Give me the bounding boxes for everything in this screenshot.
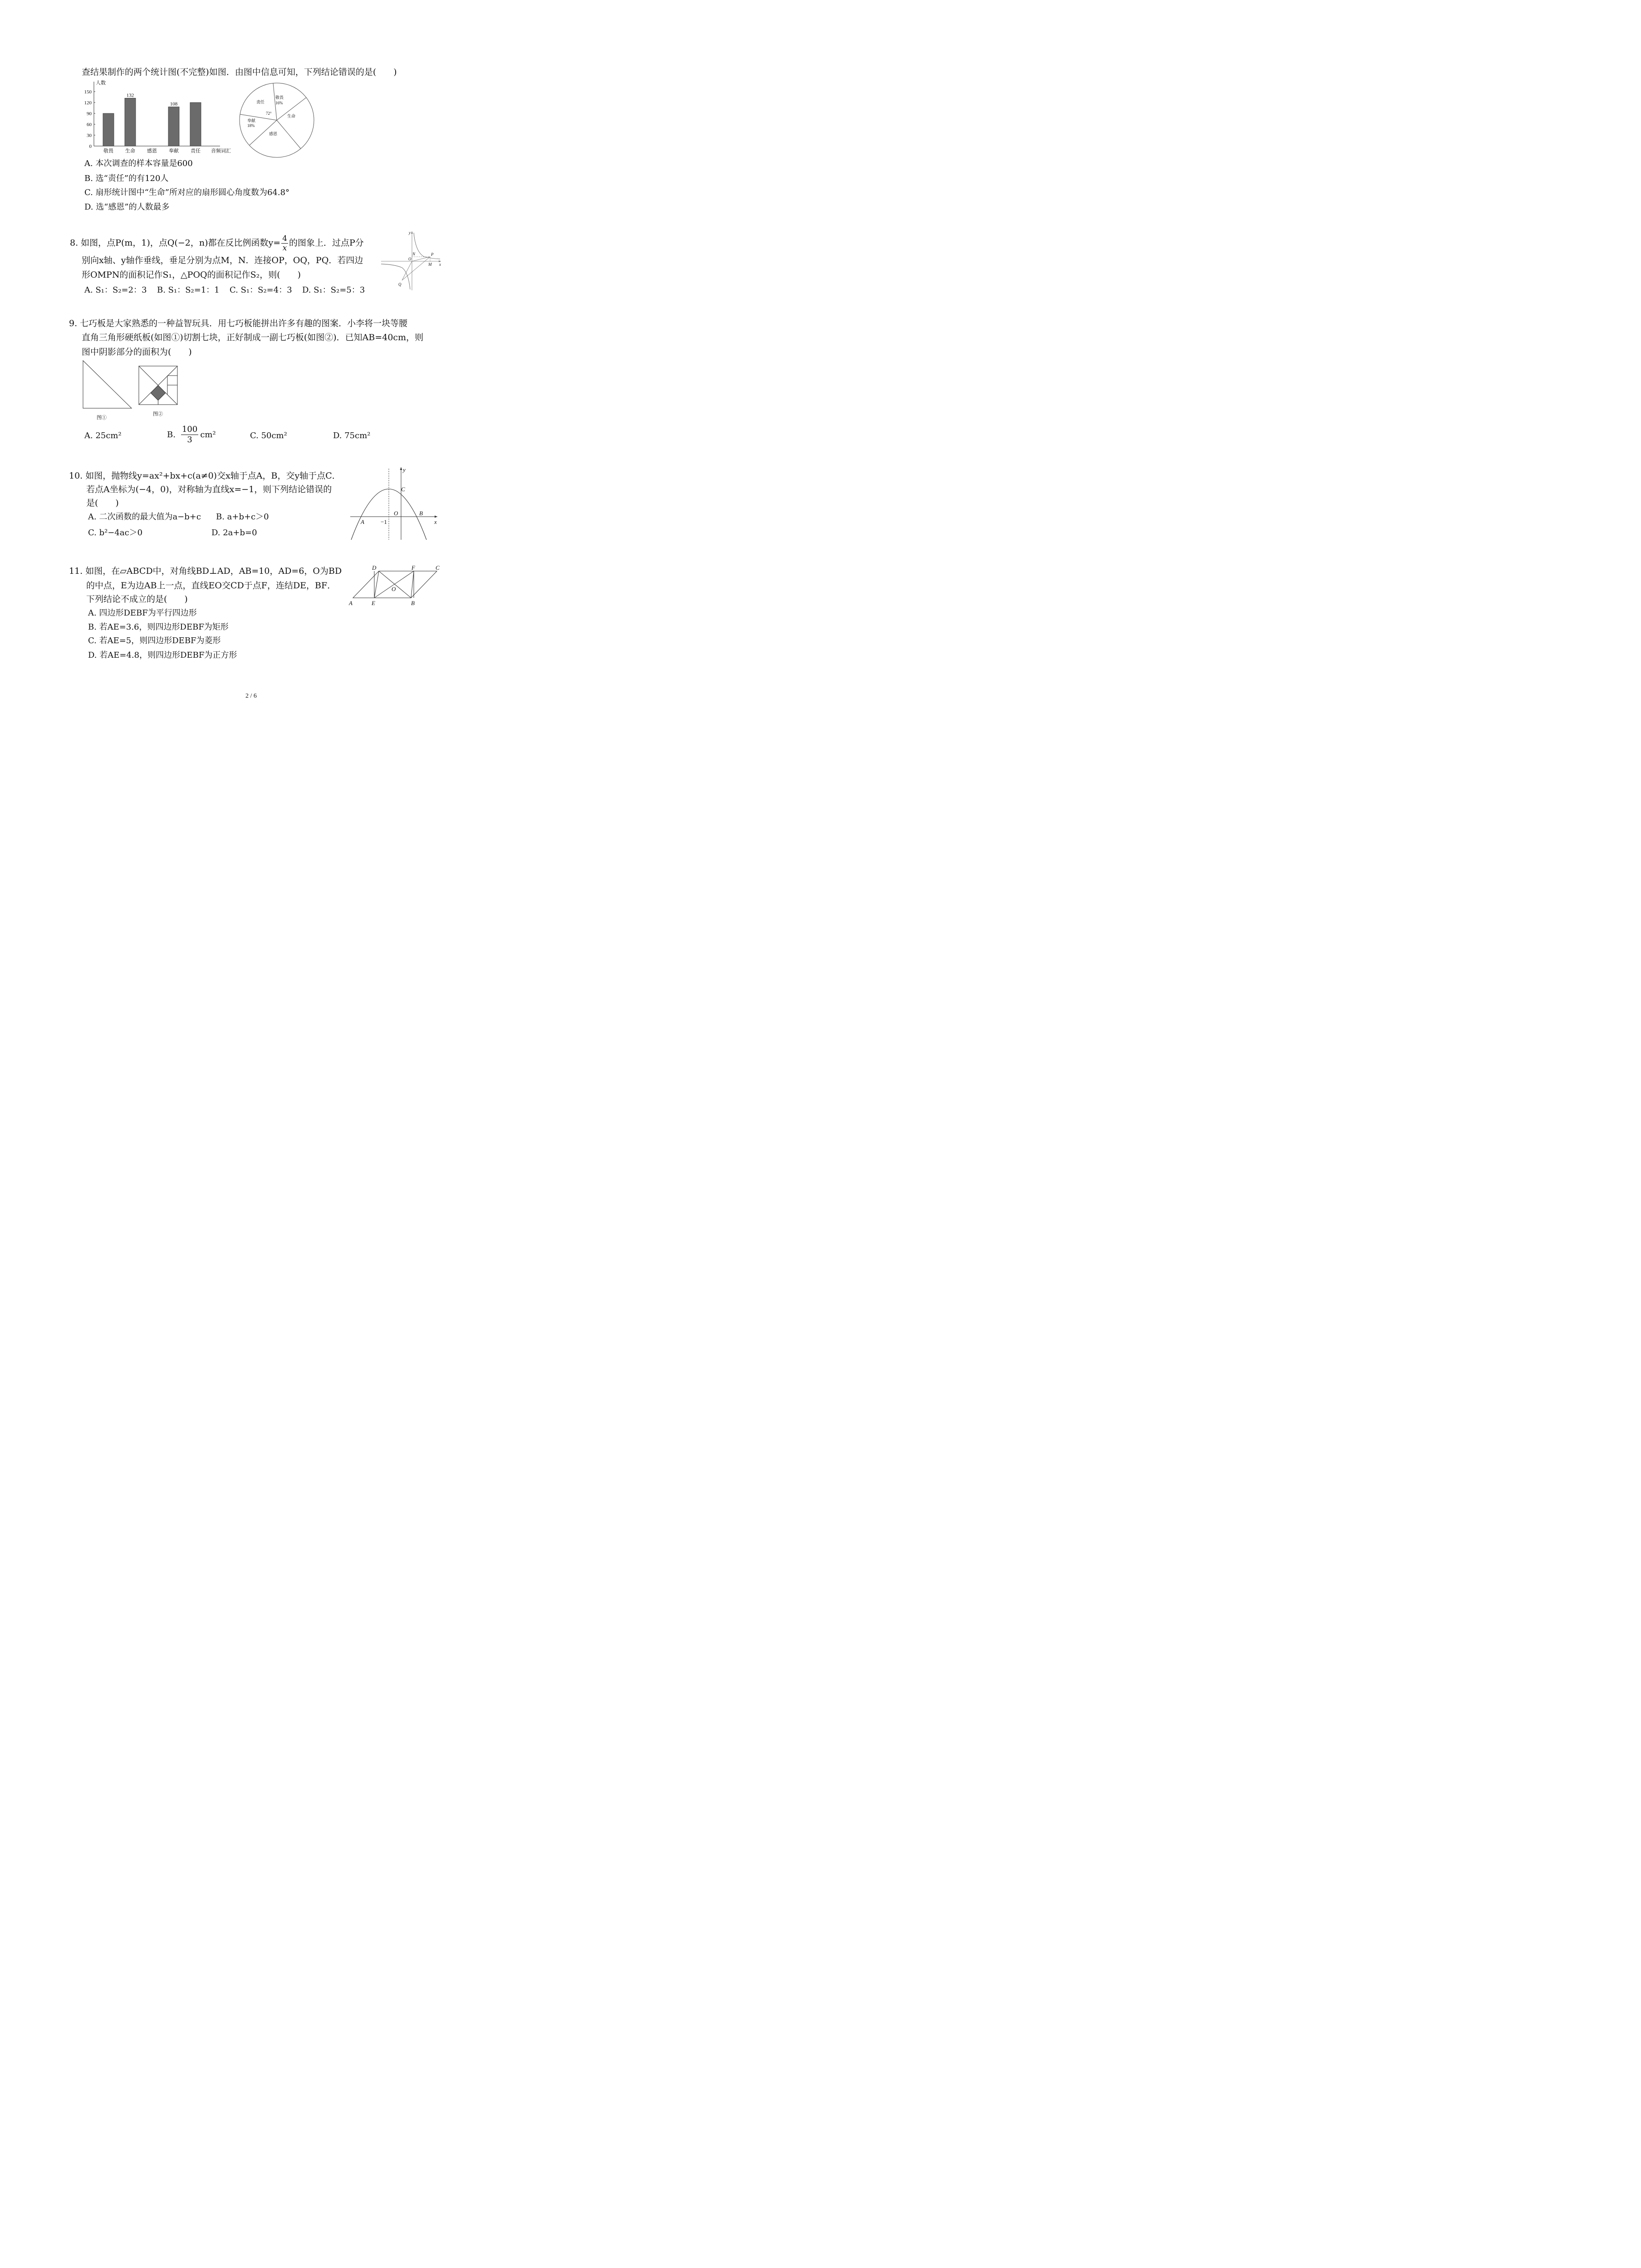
q9-option-b-fraction [181, 425, 198, 445]
bar-y-tick-label: 60 [87, 122, 92, 127]
q8-label-q: Q [398, 282, 402, 287]
q8-option-d[interactable]: D. S₁：S₂=5：3 [302, 285, 365, 295]
pie-label-shengming: 生命 [287, 114, 296, 118]
q11-option-c[interactable]: C. 若AE=5，则四边形DEBF为菱形 [88, 636, 221, 645]
bar-1 [125, 98, 136, 146]
q8-label-p: P [431, 252, 434, 257]
q10-line3: 是( ) [86, 498, 119, 508]
bar-y-tick-label: 30 [87, 133, 92, 138]
bar-y-tick-label: 150 [84, 89, 92, 95]
q11-option-a[interactable]: A. 四边形DEBF为平行四边形 [88, 608, 197, 618]
q8-figure [381, 230, 445, 292]
q8-line1 [70, 234, 364, 253]
q9-option-b-num: 100 [181, 425, 198, 434]
q11-label-f: F [411, 564, 415, 571]
q10-label-c: C [401, 486, 405, 493]
q8-line1-text: 8. 如图，点P(m，1)，点Q(−2，n)都在反比例函数y= [70, 238, 281, 248]
q7-stem: 查结果制作的两个统计图(不完整)如图．由图中信息可知，下列结论错误的是( ) [82, 67, 397, 77]
bar-y-tick-label: 120 [84, 100, 92, 106]
q11-line3: 下列结论不成立的是( ) [86, 594, 188, 604]
pie-label-ganen: 感恩 [269, 132, 278, 136]
q10-option-b[interactable]: B. a+b+c＞0 [216, 512, 269, 522]
q11-option-d[interactable]: D. 若AE=4.8，则四边形DEBF为正方形 [88, 650, 237, 660]
bar-y-tick-label: 90 [87, 111, 92, 117]
q7-option-c[interactable]: C. 扇形统计图中“生命”所对应的扇形圆心角度数为64.8° [84, 188, 290, 197]
q11-label-d: D [372, 564, 377, 571]
q10-line2: 若点A坐标为(−4，0)，对称轴为直线x=−1，则下列结论错误的 [86, 484, 332, 494]
q9-fig1-caption: 图① [97, 415, 107, 420]
bar-y-label: 人数 [96, 80, 106, 86]
pie-label-fengxian: 奉献 [247, 118, 256, 123]
q9-option-b-prefix: B. [167, 430, 176, 440]
bar-category-label: 感恩 [147, 148, 157, 154]
q9-line3: 图中阴影部分的面积为( ) [82, 347, 192, 357]
bar-category-label: 敬畏 [103, 148, 113, 154]
bar-category-label: 生命 [125, 148, 135, 154]
q8-option-a[interactable]: A. S₁：S₂=2：3 [84, 285, 147, 295]
pie-label-jingwei: 敬畏 [275, 95, 284, 100]
q8-label-y: y [409, 230, 411, 235]
bar-4 [190, 103, 201, 146]
q7-option-a[interactable]: A. 本次调查的样本容量是600 [84, 159, 193, 168]
q9-option-b-den: 3 [187, 435, 192, 445]
q11-option-b[interactable]: B. 若AE=3.6，则四边形DEBF为矩形 [88, 622, 229, 632]
bar-category-label: 奉献 [169, 148, 179, 154]
q8-label-m: M [428, 262, 432, 267]
q10-option-a[interactable]: A. 二次函数的最大值为a−b+c [88, 512, 201, 522]
q11-label-c: C [436, 564, 440, 571]
q11-label-o: O [392, 586, 396, 592]
q11-label-a: A [349, 600, 353, 606]
pie-angle-label: 72° [266, 111, 272, 116]
bar-x-label: 音频词汇 [211, 148, 231, 154]
q9-option-c[interactable]: C. 50cm² [250, 431, 287, 440]
q10-label-y: y [403, 466, 406, 473]
q10-option-c[interactable]: C. b²−4ac＞0 [88, 528, 143, 538]
bar-category-label: 责任 [191, 148, 201, 154]
q9-line1: 9. 七巧板是大家熟悉的一种益智玩具．用七巧板能拼出许多有趣的图案．小李将一块等腰 [69, 318, 408, 328]
q8-line2: 别向x轴、y轴作垂线，垂足分别为点M，N．连接OP，OQ，PQ．若四边 [82, 255, 363, 265]
bar-y-tick-label: 0 [89, 144, 92, 149]
q8-label-o: O [408, 257, 411, 261]
q7-bar-chart [79, 78, 234, 157]
q9-figure-1 [82, 359, 136, 427]
q10-figure [350, 466, 441, 541]
q11-figure [348, 565, 443, 608]
q8-frac-num: 4 [282, 234, 288, 243]
q11-label-b: B [411, 600, 415, 606]
q10-option-d[interactable]: D. 2a+b=0 [211, 528, 257, 538]
q10-label-x: x [434, 518, 437, 525]
q10-label-o: O [394, 510, 398, 517]
q11-line2: 的中点，E为边AB上一点，直线EO交CD于点F，连结DE，BF． [86, 581, 336, 591]
q7-option-b[interactable]: B. 选“责任”的有120人 [84, 174, 169, 183]
q10-label-b: B [419, 510, 423, 517]
q9-fig2-caption: 图② [153, 411, 163, 417]
q8-frac-den: x [282, 244, 287, 253]
page-number: 2 / 6 [245, 693, 257, 699]
q9-option-a[interactable]: A. 25cm² [84, 431, 122, 440]
q11-label-e: E [372, 600, 375, 606]
q7-pie-chart [238, 82, 315, 159]
q8-option-b[interactable]: B. S₁：S₂=1：1 [157, 285, 220, 295]
q8-line3: 形OMPN的面积记作S₁，△POQ的面积记作S₂，则( ) [82, 270, 301, 280]
q8-label-n: N [412, 252, 416, 256]
q8-line1-tail: 的图象上．过点P分 [289, 238, 364, 248]
q10-label-a: A [361, 518, 364, 525]
q9-figure-2 [137, 365, 183, 428]
pie-value-fengxian: 18% [247, 123, 255, 128]
pie-value-jingwei: 16% [275, 101, 283, 105]
q10-label-minus1: −1 [381, 518, 387, 525]
bar-0 [103, 113, 114, 146]
q9-option-b[interactable] [167, 425, 216, 449]
bar-data-label: 132 [126, 93, 134, 98]
q8-label-x: x [439, 262, 441, 267]
q9-line2: 直角三角形硬纸板(如图①)切割七块，正好制成一副七巧板(如图②)．已知AB=40cm，则 [82, 332, 424, 342]
q11-line1: 11. 如图，在▱ABCD中，对角线BD⊥AD，AB=10，AD=6，O为BD [69, 566, 342, 576]
bar-3 [168, 107, 179, 146]
q8-fraction [281, 234, 288, 253]
q9-option-d[interactable]: D. 75cm² [333, 431, 371, 440]
bar-data-label: 108 [170, 101, 178, 107]
q9-option-b-unit: cm² [200, 430, 216, 440]
q10-line1: 10. 如图，抛物线y=ax²+bx+c(a≠0)交x轴于点A，B，交y轴于点C． [69, 471, 341, 481]
q8-option-c[interactable]: C. S₁：S₂=4：3 [230, 285, 292, 295]
q7-option-d[interactable]: D. 选“感恩”的人数最多 [84, 202, 170, 212]
pie-label-zeren: 责任 [256, 100, 265, 104]
